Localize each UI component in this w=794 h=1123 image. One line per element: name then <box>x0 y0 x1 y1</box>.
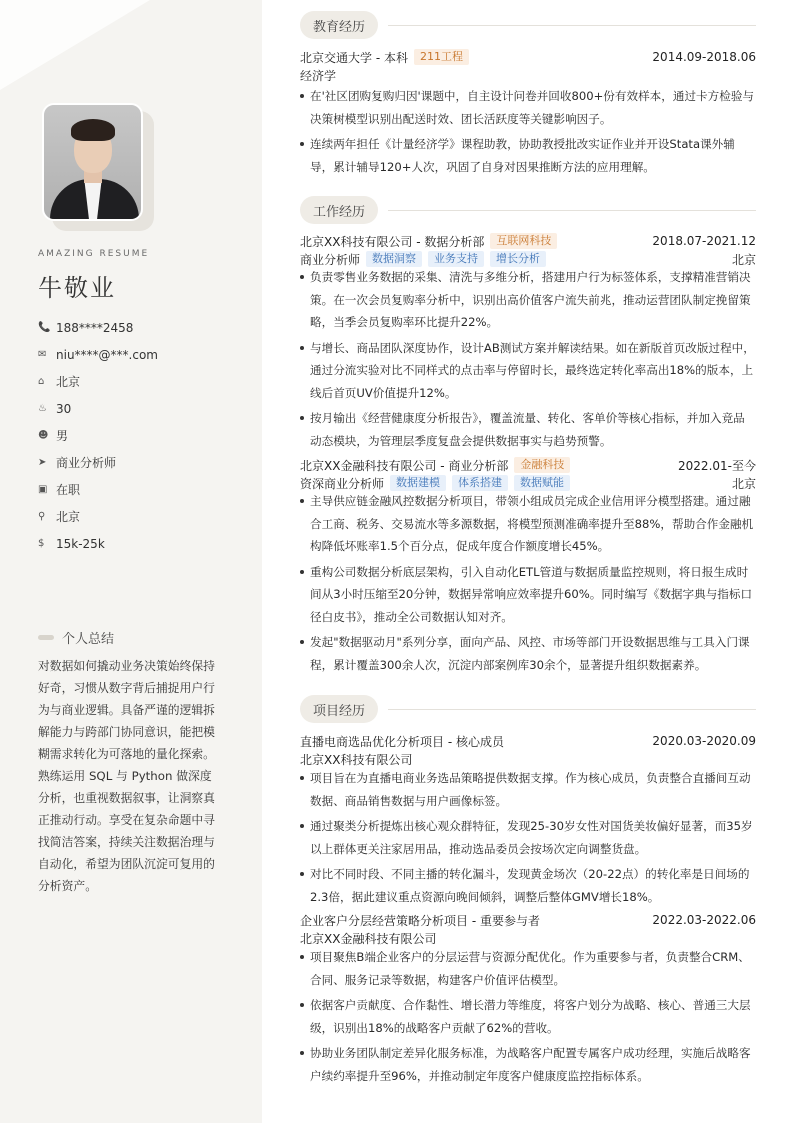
phone-icon: 📞 <box>38 322 51 333</box>
bullet-item: 按月输出《经营健康度分析报告》，覆盖流量、转化、客单价等核心指标，并加入竞品动态模块，为管理层季度复盘会提供数据事实与趋势预警。 <box>300 407 756 452</box>
project-1-org-row <box>300 750 756 768</box>
contact-text: 15k-25k <box>56 536 105 551</box>
bullet-item: 发起"数据驱动月"系列分享，面向产品、风控、市场等部门开设数据思维与工具入门课程，累计覆盖300余人次，沉淀内部案例库30余个，显著提升组织数据素养。 <box>300 631 756 676</box>
job-role: 商业分析师 <box>300 252 361 267</box>
section-title: 项目经历 <box>300 695 378 723</box>
send-icon: ➤ <box>38 457 47 468</box>
industry-tag: 互联网科技 <box>490 233 557 249</box>
job-2-bullets <box>300 490 756 679</box>
job-date: 2022.01-至今 <box>678 458 756 473</box>
section-divider <box>388 25 756 26</box>
bullet-item: 连续两年担任《计量经济学》课程助教，协助教授批改实证作业并开设Stata课外辅导，累计辅导120+人次，巩固了自身对因果推断方法的应用理解。 <box>300 133 756 178</box>
job-city: 北京 <box>731 476 756 491</box>
skill-tag: 体系搭建 <box>452 475 508 491</box>
contact-text: 商业分析师 <box>56 456 117 470</box>
bullet-item: 与增长、商品团队深度协作，设计AB测试方案并解读结果。如在新版首页改版过程中，通过分流实验对比不同样式的点击率与停留时长，最终选定转化率高出18%的版本，上线后首页UV价值提升12%。 <box>300 337 756 405</box>
school-name: 北京交通大学 - 本科 <box>300 50 408 65</box>
bullet-item: 重构公司数据分析底层架构，引入自动化ETL管道与数据质量监控规则，将日报生成时间从3小时压缩至20分钟，数据异常响应效率提升60%。同时编写《数据字典与指标口径白皮书》，推动全公司数据认知对齐。 <box>300 561 756 629</box>
contact-text: 188****2458 <box>56 320 134 335</box>
industry-tag: 金融科技 <box>514 457 570 473</box>
project-org: 北京XX金融科技有限公司 <box>300 931 437 946</box>
education-section-header <box>300 11 756 39</box>
project-date: 2020.03-2020.09 <box>652 734 756 748</box>
candidate-name: 牛敬业 <box>38 274 116 302</box>
project-2-header <box>300 911 756 929</box>
profile-photo-frame <box>42 103 154 231</box>
contact-info-list <box>38 314 158 557</box>
sidebar <box>0 0 262 1123</box>
job-2-header <box>300 456 756 474</box>
school-tag: 211工程 <box>414 49 469 65</box>
contact-item <box>38 368 158 395</box>
contact-text: 北京 <box>56 510 81 524</box>
contact-text: 30 <box>56 401 72 416</box>
location-pin-icon: ⚲ <box>38 511 46 522</box>
education-entry-header <box>300 48 756 66</box>
email-icon: ✉ <box>38 349 47 360</box>
company-name: 北京XX科技有限公司 - 数据分析部 <box>300 234 485 249</box>
bullet-item: 通过聚类分析提炼出核心观众群特征，发现25-30岁女性对国货美妆偏好显著，而35岁以上群体更关注家居用品，推动选品委员会按场次定向调整货盘。 <box>300 815 756 860</box>
project-name: 直播电商选品优化分析项目 - 核心成员 <box>300 734 504 749</box>
company-name: 北京XX金融科技有限公司 - 商业分析部 <box>300 458 509 473</box>
birthday-cake-icon: ♨ <box>38 403 47 414</box>
projects-section-header <box>300 695 756 723</box>
summary-pill-icon <box>38 635 54 640</box>
project-2-org-row <box>300 929 756 947</box>
work-section-header <box>300 196 756 224</box>
job-city: 北京 <box>731 252 756 267</box>
bullet-item: 对比不同时段、不同主播的转化漏斗，发现黄金场次（20-22点）的转化率是日间场的2.3倍，据此建议重点资源向晚间倾斜，调整后整体GMV增长18%。 <box>300 863 756 908</box>
section-divider <box>388 210 756 211</box>
bullet-item: 依据客户贡献度、合作黏性、增长潜力等维度，将客户划分为战略、核心、普通三大层级，识别出18%的战略客户贡献了62%的营收。 <box>300 994 756 1039</box>
contact-item <box>38 449 158 476</box>
education-bullets <box>300 85 756 181</box>
job-1-header <box>300 232 756 250</box>
contact-text: 在职 <box>56 483 81 497</box>
contact-text: 北京 <box>56 375 81 389</box>
bullet-item: 项目聚焦B端企业客户的分层运营与资源分配优化。作为重要参与者，负责整合CRM、合同、服务记录等数据，构建客户价值评估模型。 <box>300 946 756 991</box>
skill-tag: 数据洞察 <box>366 251 422 267</box>
money-icon: $ <box>38 538 45 549</box>
contact-item <box>38 530 158 557</box>
summary-header <box>38 628 114 647</box>
project-1-header <box>300 732 756 750</box>
skill-tag: 增长分析 <box>490 251 546 267</box>
contact-item <box>38 476 158 503</box>
job-role: 资深商业分析师 <box>300 476 385 491</box>
project-name: 企业客户分层经营策略分析项目 - 重要参与者 <box>300 913 540 928</box>
summary-text: 对数据如何撬动业务决策始终保持好奇，习惯从数字背后捕捉用户行为与商业逻辑。具备严谨的逻辑拆解能力与跨部门协同意识，能把模糊需求转化为可落地的量化探索。熟练运用 SQL 与 Python 做深度分析，也重视数据叙事，让洞察真正推动行动。享受在复杂命题中寻找简洁答案，持续关注数据治理与自动化，希望为团队沉淀可复用的分析资产。 <box>38 659 215 893</box>
contact-item <box>38 314 158 341</box>
job-1-bullets <box>300 266 756 455</box>
skill-tag: 数据赋能 <box>514 475 570 491</box>
education-major-row <box>300 66 756 84</box>
contact-item <box>38 422 158 449</box>
tagline: AMAZING RESUME <box>38 249 150 259</box>
bullet-item: 协助业务团队制定差异化服务标准，为战略客户配置专属客户成功经理，实施后战略客户续约率提升至96%，并推动制定年度客户健康度监控指标体系。 <box>300 1042 756 1087</box>
project-1-bullets <box>300 767 756 911</box>
education-date: 2014.09-2018.06 <box>652 50 756 64</box>
contact-text: 男 <box>56 429 69 443</box>
section-divider <box>388 709 756 710</box>
project-2-bullets <box>300 946 756 1090</box>
contact-item <box>38 503 158 530</box>
bullet-item: 项目旨在为直播电商业务选品策略提供数据支撑。作为核心成员，负责整合直播间互动数据、商品销售数据与用户画像标签。 <box>300 767 756 812</box>
home-icon: ⌂ <box>38 376 45 387</box>
corner-decoration <box>0 0 150 90</box>
briefcase-icon: ▣ <box>38 484 48 495</box>
job-date: 2018.07-2021.12 <box>652 234 756 248</box>
contact-text: niu****@***.com <box>56 347 158 362</box>
bullet-item: 主导供应链金融风控数据分析项目，带领小组成员完成企业信用评分模型搭建。通过融合工商、税务、交易流水等多源数据，将模型预测准确率提升至88%，帮助合作金融机构降低坏账率1.5个百分点，促成年度合作额度增长45%。 <box>300 490 756 558</box>
project-date: 2022.03-2022.06 <box>652 913 756 927</box>
gender-icon: ☻ <box>38 430 49 441</box>
bullet-item: 负责零售业务数据的采集、清洗与多维分析，搭建用户行为标签体系，支撑精准营销决策。在一次会员复购率分析中，识别出高价值客户流失前兆，推动运营团队制定挽留策略，当季会员复购率环比提升22%。 <box>300 266 756 334</box>
bullet-item: 在'社区团购复购归因'课题中，自主设计问卷并回收800+份有效样本，通过卡方检验与决策树模型识别出配送时效、团长活跃度等关键影响因子。 <box>300 85 756 130</box>
section-title: 教育经历 <box>300 11 378 39</box>
contact-item <box>38 395 158 422</box>
section-title: 工作经历 <box>300 196 378 224</box>
contact-item <box>38 341 158 368</box>
project-org: 北京XX科技有限公司 <box>300 752 413 767</box>
skill-tag: 业务支持 <box>428 251 484 267</box>
skill-tag: 数据建模 <box>390 475 446 491</box>
major: 经济学 <box>300 68 337 83</box>
profile-photo <box>42 103 143 221</box>
summary-title: 个人总结 <box>62 632 115 647</box>
